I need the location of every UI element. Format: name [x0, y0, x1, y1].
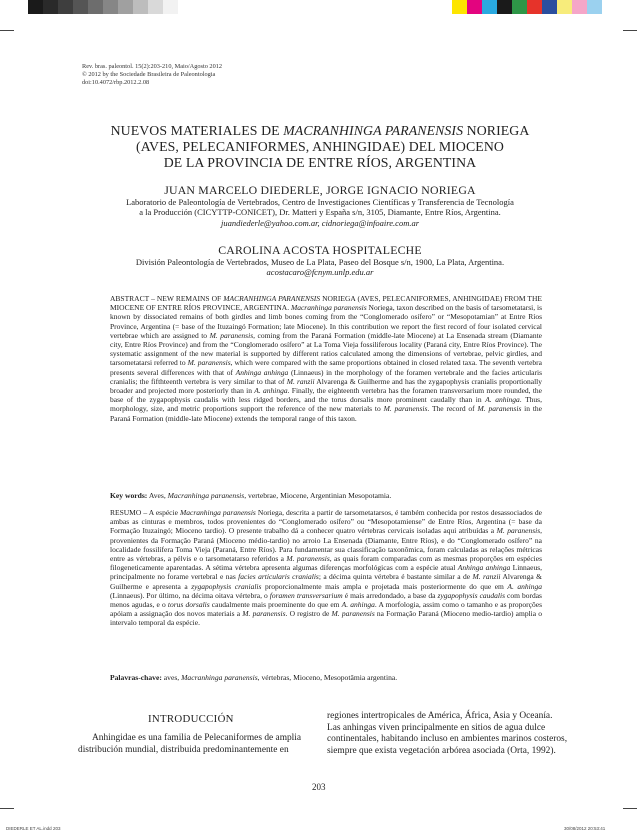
page-number: 203: [312, 782, 326, 792]
body-line: distribución mundial, distribuida predominantemente en: [78, 744, 289, 755]
color-swatch: [527, 0, 542, 14]
title-line-3: DE LA PROVINCIA DE ENTRE RÍOS, ARGENTINA: [163, 155, 477, 170]
gray-swatch: [58, 0, 73, 14]
gray-swatch: [163, 0, 178, 14]
footer-timestamp: 30/08/2012 20:53:41: [564, 826, 606, 831]
title-line-1: NUEVOS MATERIALES DE MACRANHINGA PARANENSIS NORIEGA: [110, 123, 530, 138]
author-block-1: [60, 183, 580, 228]
author-affiliation: a la Producción (CICYTTP-CONICET), Dr. Matteri y España s/n, 3105, Diamante, Entre Ríos, Argentina.: [139, 207, 501, 218]
keywords: Key words: Aves, Macranhinga paranensis, vertebrae, Miocene, Argentinian Mesopotamia.: [110, 491, 392, 500]
gray-swatch: [118, 0, 133, 14]
color-swatch: [482, 0, 497, 14]
author-email: acostacaro@fcnym.unlp.edu.ar: [266, 267, 374, 278]
title-line-2: (AVES, PELECANIFORMES, ANHINGIDAE) DEL MIOCENO: [136, 139, 504, 154]
body-line: regiones intertropicales de América, África, Asia y Oceanía.: [327, 711, 553, 721]
body-column-left: [78, 733, 310, 756]
meta-copyright: © 2012 by the Sociedade Brasileira de Paleontologia: [82, 71, 216, 78]
gray-swatch: [28, 0, 43, 14]
palavras-chave: Palavras-chave: aves, Macranhinga paranensis, vértebras, Mioceno, Mesopotâmia argentina.: [110, 673, 398, 682]
color-swatch: [467, 0, 482, 14]
author-names: JUAN MARCELO DIEDERLE, JORGE IGNACIO NORIEGA: [164, 183, 476, 197]
section-heading-introduccion: INTRODUCCIÓN: [148, 713, 234, 725]
crop-mark: [0, 808, 14, 809]
body-line: Las anhingas viven principalmente en sitios de agua dulce: [327, 722, 546, 733]
color-swatch: [497, 0, 512, 14]
color-swatch: [512, 0, 527, 14]
body-line: Anhingidae es una familia de Pelecaniformes de amplia: [92, 733, 302, 743]
resumo: RESUMO – A espécie Macranhinga paranensis Noriega, descrita a partir de tarsometatarsos, é também conhecida por restos desassociados de ambas as cinturas e membros, todos provenientes do “Conglomerado osífero” ou “Mesopotamiense” de Entre Ríos, Argentina (= base da Formação Ituzaingó; Mioceno tardio). O presente trabalho dá a conhecer quatro vértebras cervicais isoladas aqui atribuídas a M. paranensis, provenientes da Formação Paraná (Mioceno médio-tardio) no arroio La Ensenada (Diamante, Entre Ríos), e do “Conglomerado osífero” na localidade fossilífera Toma Vieja (Paraná, Entre Ríos). Para fundamentar sua classificação taxonômica, foram calculadas as relações métricas entre as vértebras, a pélvis e o tarsometatarso referidos a M. paranensis, as quais foram comparadas com as mesmas proporções em espécies filogeneticamente aparentadas. A sétima vértebra apresenta algumas diferenças morfológicas com a espécie atual Anhinga anhinga Linnaeus, principalmente no forame vertebral e nas facies articularis cranialis; a décima quinta vértebra é bastante similar a de M. ranzii Alvarenga & Guilherme e apresenta a zygapophysis cranialis proporcionalmente mais ampla e projetada mais posteriormente do que em A. anhinga (Linnaeus). Por último, na décima oitava vértebra, o foramen transversarium é mais arredondado, a base da zygapophysis caudalis com bordas menos agudas, e o torus dorsalis caudalmente mais proeminente do que em A. anhinga. A morfologia, assim como o tamanho e as proporções apóiam a assignação dos novos materiais a M. paranensis. O registro de M. paranensis na Formação Paraná (Mioceno medio-tardio) amplia o intervalo temporal da espécie.: [110, 508, 543, 628]
body-line: continentales, habitando incluso en ambientes marinos costeros,: [327, 734, 568, 744]
color-swatch: [542, 0, 557, 14]
author-affiliation: División Paleontología de Vertebrados, Museo de La Plata, Paseo del Bosque s/n, 1900, La Plata, Argentina.: [135, 257, 505, 267]
crop-mark: [623, 808, 637, 809]
gray-swatch: [148, 0, 163, 14]
color-swatch: [452, 0, 467, 14]
author-block-2: [60, 243, 580, 278]
color-swatch: [572, 0, 587, 14]
body-line: siempre que exista vegetación arbórea asociada (Orta, 1992).: [327, 745, 556, 756]
paper-title: [60, 123, 580, 171]
footer-file-slug: DIEDERLE ET AL.indd 203: [6, 826, 61, 831]
author-emails: juandiederle@yahoo.com.ar, cidnoriega@infoaire.com.ar: [220, 217, 420, 228]
gray-swatch: [43, 0, 58, 14]
meta-citation: Rev. bras. paleontol. 15(2):203-210, Maio/Agosto 2012: [82, 63, 223, 70]
author-affiliation: Laboratorio de Paleontología de Vertebrados, Centro de Investigaciones Científicas y Transferencia de Tecnología: [126, 197, 514, 207]
color-swatch: [557, 0, 572, 14]
journal-meta: [82, 63, 222, 87]
crop-mark: [0, 30, 14, 31]
gray-swatch: [88, 0, 103, 14]
color-swatch: [587, 0, 602, 14]
crop-mark: [623, 30, 637, 31]
gray-swatch: [133, 0, 148, 14]
abstract: ABSTRACT – NEW REMAINS OF MACRANHINGA PARANENSIS NORIEGA (AVES, PELECANIFORMES, ANHINGIDAE) FROM THE MIOCENE OF ENTRE RÍOS PROVINCE, ARGENTINA. Macranhinga paranensis Noriega, taxon described on the basis of tarsometatarsi, is known by dissociated remains of both girdles and limb bones coming from the “Conglomerado osífero” or “Mesopotamian” at Entre Ríos Province, Argentina (= base of the Ituzaingó Formation; late Miocene). In this contribution we report the first record of four isolated cervical vertebrae which are assigned to M. paranensis, coming from the Paraná Formation (middle-late Miocene) at La Ensenada stream (Diamante city, Entre Ríos Province) and from the “Conglomerado osífero” at La Toma Vieja fossiliferous locality (Paraná city, Entre Ríos Province). The systematic assignment of the new material is supported by different ratios calculated among the dimensions of vertebrae, pelvic girdles, and tarsometatarsi referred to M. paranensis, which were compared with the same proportions obtained in closed related taxa. The seventh vertebra presents several differences with that of Anhinga anhinga (Linnaeus) in the morphology of the foramen vertebrale and the facies articularis cranialis; the fifthteenth vertebra is very similar to that of M. ranzii Alvarenga & Guilherme and has the zygapophysis cranialis proportionally broader and projected more posteriorly than in A. anhinga. Finally, the eighteenth vertebra has the foramen transversarium more rounded, the base of the zygapophysis caudalis with less ridged borders, and the torus dorsalis more prominent caudally than in A. anhinga. Thus, morphology, size, and metric proportions support the reference of the new materials to M. paranensis. The record of M. paranensis in the Paraná Formation (middle-late Miocene) extends the temporal range of this taxon.: [110, 294, 543, 423]
meta-doi: doi:10.4072/rbp.2012.2.08: [82, 79, 150, 86]
author-names: CAROLINA ACOSTA HOSPITALECHE: [218, 243, 422, 257]
printer-color-bar: [0, 0, 637, 14]
body-column-right: [327, 711, 577, 757]
gray-swatch: [103, 0, 118, 14]
gray-swatch: [73, 0, 88, 14]
